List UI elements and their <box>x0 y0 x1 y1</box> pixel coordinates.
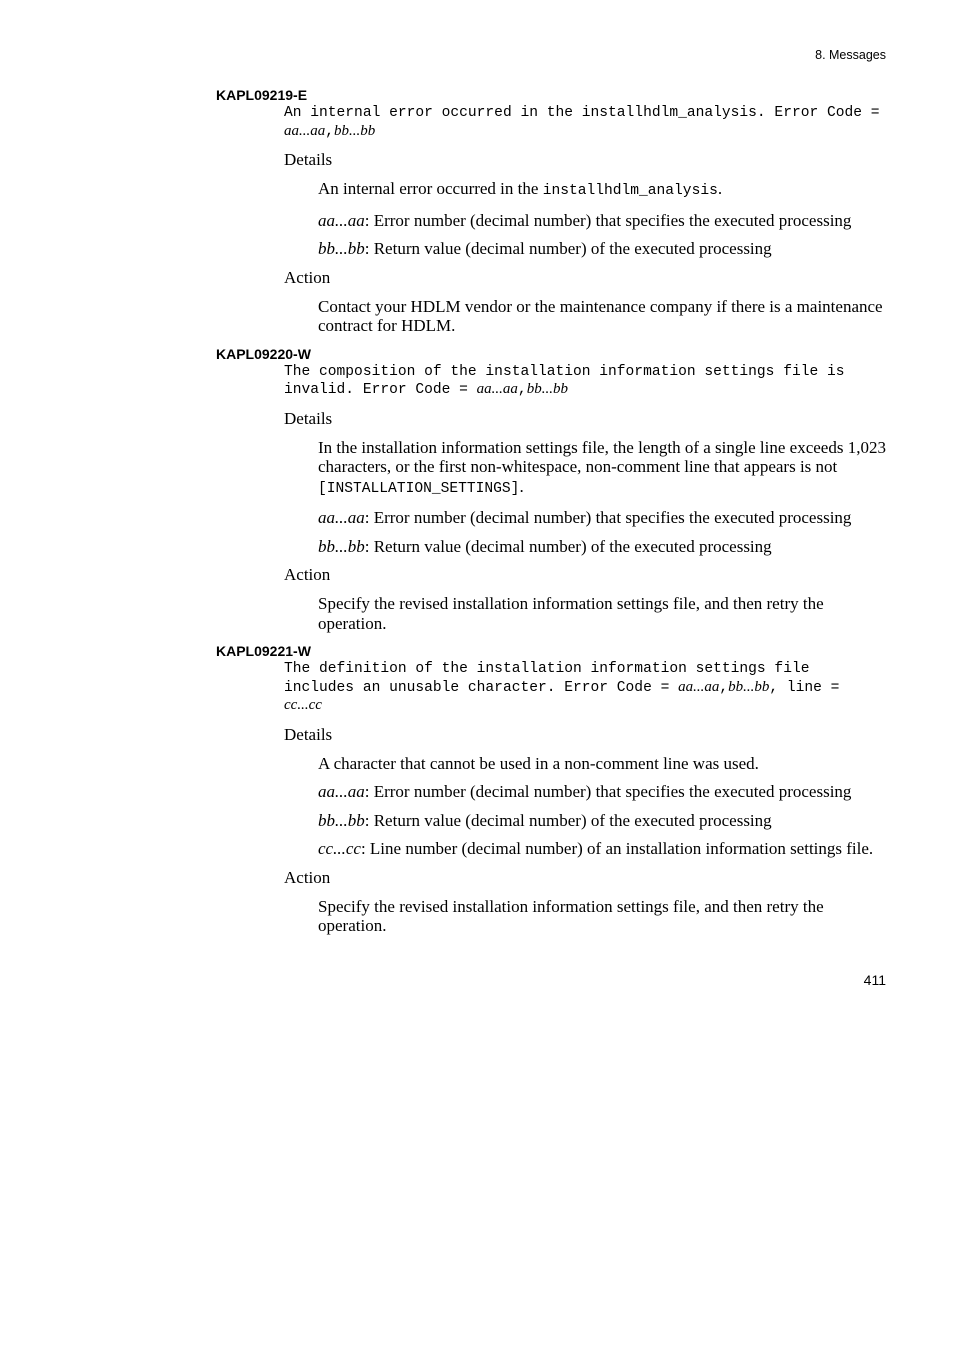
variable-description-aa <box>318 211 888 231</box>
separator: , <box>325 123 335 140</box>
details-label: Details <box>284 150 333 169</box>
variable-meaning: : Error number (decimal number) that specifies the executed processing <box>364 782 852 801</box>
variable-meaning: : Return value (decimal number) of the executed processing <box>364 239 772 258</box>
running-head: 8. Messages <box>815 48 886 62</box>
variable-name: aa...aa <box>318 782 365 801</box>
variable-meaning: : Line number (decimal number) of an installation information settings file. <box>360 839 874 858</box>
separator: , <box>719 679 729 696</box>
details-text: An internal error occurred in the <box>318 179 543 198</box>
action-label: Action <box>284 867 331 887</box>
details-suffix: . <box>519 476 524 496</box>
message-text <box>284 661 886 716</box>
variable-description-bb <box>318 239 888 259</box>
variable-meaning: : Return value (decimal number) of the executed processing <box>364 536 772 556</box>
details-description <box>318 179 888 202</box>
message-list <box>216 86 888 945</box>
variable-name: aa...aa <box>318 210 365 230</box>
details-code: [INSTALLATION_SETTINGS] <box>318 480 520 497</box>
details-text: In the installation information settings file, the length of a single line exceeds 1,023 characters, or the first non-whitespace, non-comment line that appears is not <box>318 437 886 476</box>
page-number: 411 <box>863 972 886 988</box>
variable-meaning: : Error number (decimal number) that specifies the executed processing <box>364 210 852 230</box>
details-label: Details <box>284 724 333 744</box>
message-text-body: The composition of the installation information settings file is invalid. Error Code = <box>284 363 845 398</box>
message-text-body: An internal error occurred in the installhdlm_analysis. Error Code = <box>284 105 880 121</box>
variable-aa: aa...aa <box>284 122 326 139</box>
variable-name: aa...aa <box>318 508 365 527</box>
separator: , <box>517 382 527 398</box>
message-text-body: The definition of the installation information settings file includes an unusable character. Error Code = <box>284 661 810 696</box>
variable-bb: bb...bb <box>334 122 376 139</box>
variable-name: cc...cc <box>318 839 361 858</box>
variable-description-bb <box>318 537 888 557</box>
variable-meaning: : Return value (decimal number) of the executed processing <box>364 810 772 830</box>
variable-cc: cc...cc <box>284 697 322 713</box>
variable-aa: aa...aa <box>476 381 518 397</box>
action-text: Specify the revised installation information settings file, and then retry the operation. <box>318 896 824 935</box>
details-description <box>318 438 888 500</box>
message-text <box>284 105 886 141</box>
variable-meaning: : Error number (decimal number) that specifies the executed processing <box>364 508 852 527</box>
variable-name: bb...bb <box>318 810 365 830</box>
message-id: KAPL09220-W <box>216 345 311 362</box>
details-label: Details <box>284 408 333 428</box>
variable-aa: aa...aa <box>678 678 720 695</box>
variable-name: bb...bb <box>318 239 365 258</box>
variable-description-aa <box>318 508 888 528</box>
message-text-line: , line = <box>769 679 840 696</box>
action-label: Action <box>284 565 331 584</box>
details-description: A character that cannot be used in a non-comment line was used. <box>318 753 759 773</box>
variable-description-aa <box>318 782 888 802</box>
variable-description-bb <box>318 811 888 831</box>
details-code: installhdlm_analysis <box>542 183 718 199</box>
message-entry <box>216 642 888 936</box>
details-suffix: . <box>717 179 723 198</box>
message-text <box>284 364 886 400</box>
message-id: KAPL09219-E <box>216 87 308 103</box>
action-text: Contact your HDLM vendor or the maintenance company if there is a maintenance contract for HDLM. <box>318 296 883 335</box>
message-id: KAPL09221-W <box>216 643 311 659</box>
variable-bb: bb...bb <box>728 678 770 695</box>
variable-name: bb...bb <box>318 536 365 556</box>
message-entry <box>216 345 888 634</box>
action-text: Specify the revised installation information settings file, and then retry the operation. <box>318 594 824 633</box>
action-label: Action <box>284 267 331 287</box>
message-entry <box>216 86 888 336</box>
variable-description-cc <box>318 839 888 859</box>
variable-bb: bb...bb <box>526 381 568 397</box>
